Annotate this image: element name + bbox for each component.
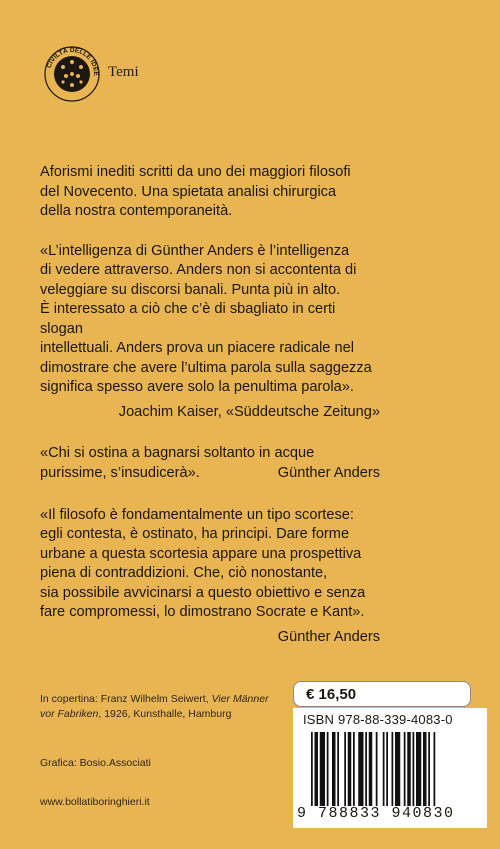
quote-line: fare compromessi, lo dimostrano Socrate e Kant». — [40, 604, 365, 620]
publisher-url: www.bollatiboringhieri.it — [40, 796, 150, 808]
artwork-title: vor Fabriken — [40, 708, 99, 720]
quote-line: purissime, s’insudicerà». — [40, 464, 200, 481]
barcode-digits: 9 788833 940830 — [297, 805, 455, 822]
quote-line: È interessato a ciò che c’è di sbagliato in certi slogan — [40, 301, 336, 337]
quote-author: Günther Anders — [277, 628, 380, 645]
quote-line: dimostrare che avere l’ultima parola sulla saggezza — [40, 359, 372, 376]
artwork-title: Vier Männer — [211, 693, 269, 705]
quote-line: «Chi si ostina a bagnarsi soltanto in acque — [40, 445, 315, 461]
barcode-bars — [311, 732, 479, 806]
quote-anders-2 — [40, 506, 380, 648]
cover-credit — [40, 692, 280, 722]
quote-anders-1 — [40, 444, 380, 484]
quote-line: significa spesso avere solo la penultima parola». — [40, 379, 354, 395]
quote-author: Günther Anders — [277, 465, 380, 481]
back-cover-text — [40, 163, 380, 669]
intro-paragraph — [40, 163, 380, 222]
quote-line: urbane a questa scortesia appare una prospettiva — [40, 545, 362, 562]
quote-line: di vedere attraverso. Anders non si accontenta di — [40, 262, 357, 278]
intro-line: della nostra contemporaneità. — [40, 203, 233, 219]
intro-line: del Novecento. Una spietata analisi chirurgica — [40, 183, 337, 200]
barcode — [293, 708, 487, 828]
isbn-label: ISBN 978-88-339-4083-0 — [303, 712, 453, 727]
logo-text: CIVILTÀ DELLE IDEE — [45, 46, 100, 76]
cover-suffix: , 1926, Kunsthalle, Hamburg — [98, 708, 232, 720]
quote-line: sia possibile avvicinarsi a questo obiettivo e senza — [40, 584, 366, 601]
quote-line: piena di contraddizioni. Che, ciò nonostante, — [40, 565, 328, 581]
quote-line: intellettuali. Anders prova un piacere radicale nel — [40, 340, 354, 356]
quote-author: Joachim Kaiser, «Süddeutsche Zeitung» — [118, 403, 380, 420]
quote-line: «L’intelligenza di Günther Anders è l’intelligenza — [40, 242, 350, 259]
quote-kaiser — [40, 242, 380, 423]
cover-prefix: In copertina: Franz Wilhelm Seiwert, — [40, 693, 212, 705]
series-name: Temi — [108, 64, 139, 80]
intro-line: Aforismi inediti scritti da uno dei maggiori filosofi — [40, 164, 351, 180]
quote-line: veleggiare su discorsi banali. Punta più in alto. — [40, 281, 341, 298]
publisher-logo — [42, 44, 102, 104]
price-label: € 16,50 — [293, 681, 471, 707]
quote-line: «Il filosofo è fondamentalmente un tipo scortese: — [40, 506, 354, 523]
graphic-credit: Grafica: Bosio.Associati — [40, 757, 151, 769]
quote-line: egli contesta, è ostinato, ha principi. Dare forme — [40, 526, 350, 542]
